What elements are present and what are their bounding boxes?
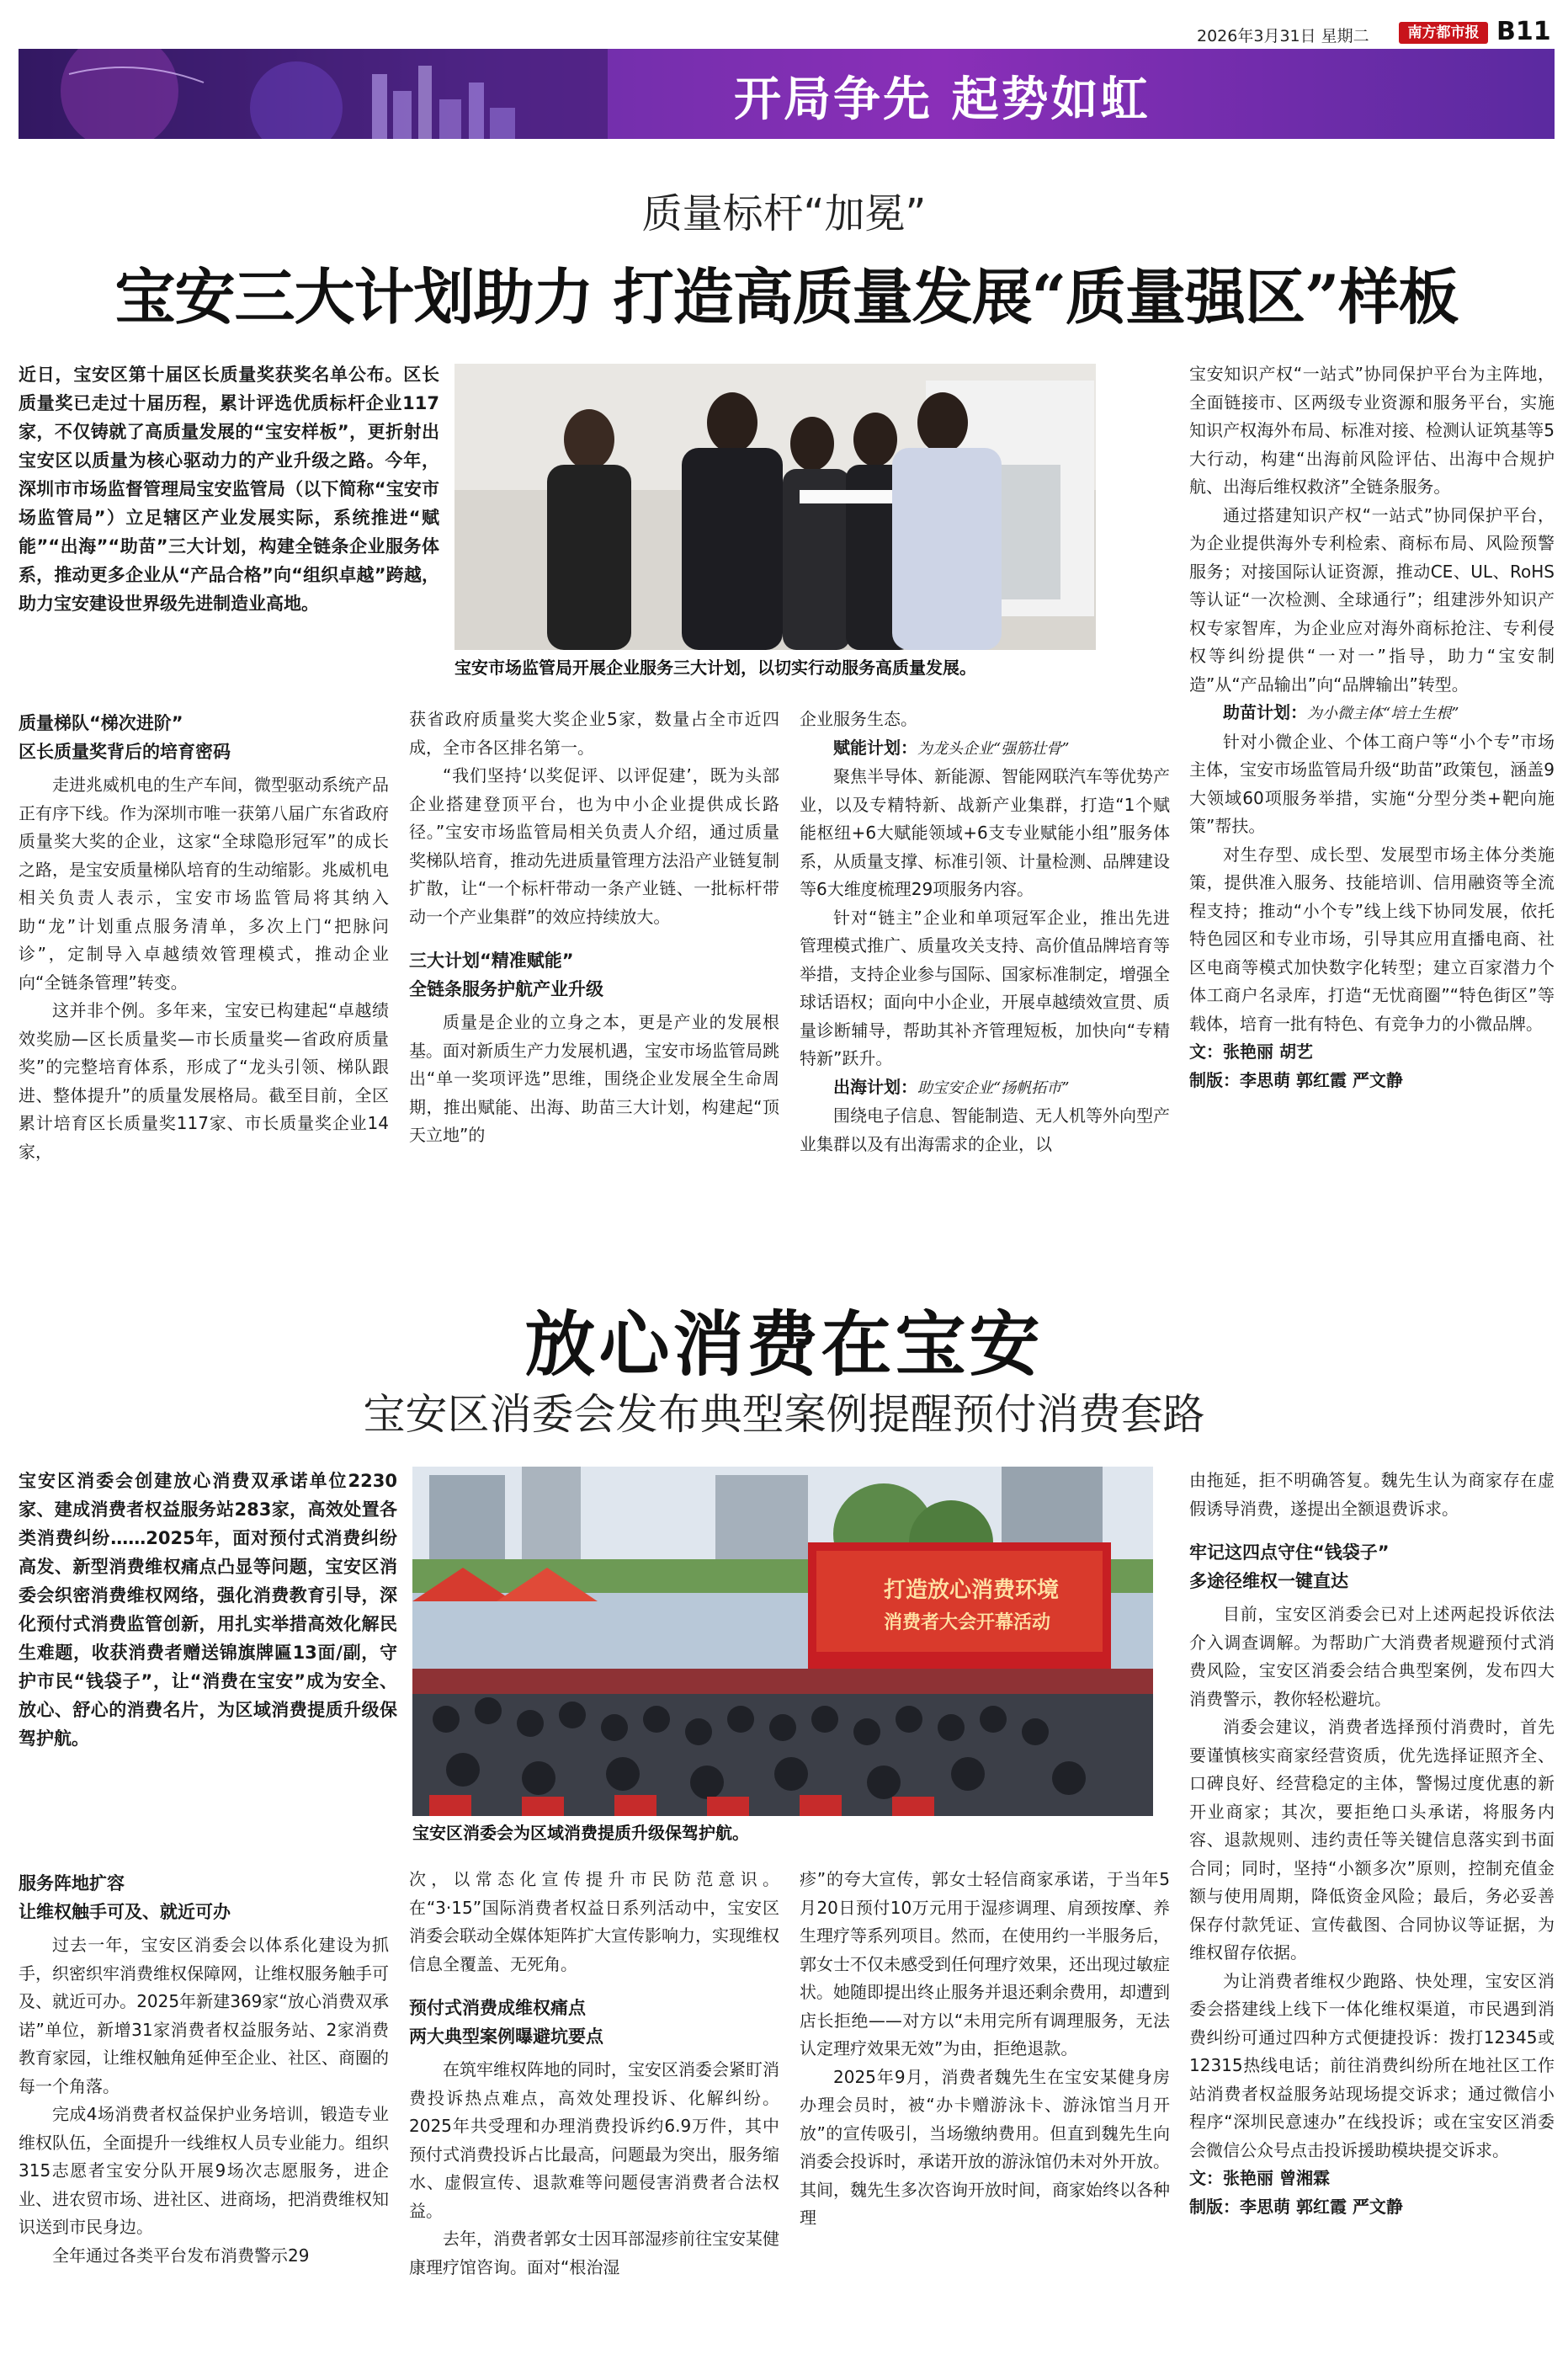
- s3-p3: 为让消费者维权少跑路、快处理，宝安区消委会搭建线上线下一体化维权渠道，市民遇到消费纠纷可通过四种方式便捷投诉：拨打12345或12315热线电话；前往消费纠纷所在地社区工作站消费者权益服务站现场提交诉求；通过微信小程序“深圳民意速办”在线投诉；或在宝安区消委会微信公众号点击投诉援助模块提交诉求。: [1189, 1970, 1555, 2160]
- photo-banner-line2: 消费者大会开幕活动: [884, 1612, 1051, 1633]
- masthead-date: 2026年3月31日 星期二: [1197, 27, 1369, 45]
- article2-subhead: 宝安区消委会发布典型案例提醒预付消费套路: [363, 1390, 1205, 1439]
- article1-lead: [19, 360, 439, 680]
- sec1-p4: “我们坚持‘以奖促评、以评促建’，既为头部企业搭建登顶平台，也为中小企业提供成长路径。”宝安市场监管局相关负责人介绍，通过质量奖梯队培育，推动先进质量管理方法沿产业链复制扩散，让“一个标杆带动一条产业链、一批标杆带动一个产业集群”的效应持续放大。: [409, 765, 779, 927]
- plan1-p1: 聚焦半导体、新能源、智能网联汽车等优势产业，以及专精特新、战新产业集群，打造“1个赋能枢纽+6大赋能领域+6支专业赋能小组”服务体系，从质量支撑、标准引领、计量检测、品牌建设等6大维度梳理29项服务内容。: [800, 766, 1170, 899]
- s1-p4: 次，以常态化宣传提升市民防范意识。在“3·15”国际消费者权益日系列活动中，宝安区消委会联动全媒体矩阵扩大宣传影响力，实现维权信息全覆盖、无死角。: [409, 1869, 779, 1974]
- col4-p1: 宝安知识产权“一站式”协同保护平台为主阵地，全面链接市、区两级专业资源和服务平台，实施知识产权海外布局、标准对接、检测认证筑基等5大行动，构建“出海前风险评估、出海中合规护航、出海后维权救济”全链条服务。: [1189, 364, 1555, 497]
- s1-p2: 完成4场消费者权益保护业务培训，锻造专业维权队伍，全面提升一线维权人员专业能力。组织315志愿者宝安分队开展9场次志愿服务，进企业、进农贸市场、进社区、进商场，把消费维权知识送到市民身边。: [19, 2104, 389, 2237]
- sec2-p2: 企业服务生态。: [800, 709, 917, 729]
- sec2-title1: 三大计划“精准赋能”: [409, 951, 574, 971]
- banner-decoration: [19, 49, 608, 139]
- page-number: B11: [1496, 17, 1551, 46]
- article1-col1: [19, 706, 389, 1211]
- plan3-p2: 对生存型、成长型、发展型市场主体分类施策，提供准入服务、技能培训、信用融资等全流程支持；推动“小个专”线上线下协同发展，依托特色园区和专业市场，引导其应用直播电商、社区电商等模式加快数字化转型；建立百家潜力个体工商户名录库，打造“无忧商圈”“特色街区”等载体，培育一批有特色、有竞争力的小微品牌。: [1189, 844, 1555, 1034]
- s1-p3: 全年通过各类平台发布消费警示29: [52, 2245, 310, 2266]
- masthead-logo: 南方都市报: [1399, 22, 1488, 44]
- article1-photo: [454, 364, 1096, 650]
- s2-p4: 2025年9月，消费者魏先生在宝安某健身房办理会员时，被“办卡赠游泳卡、游泳馆当月开放”的宣传吸引，当场缴纳费用。但直到魏先生向消委会投诉时，承诺开放的游泳馆仍未对外开放。其间，魏先生多次咨询开放时间，商家始终以各种理: [800, 2066, 1170, 2228]
- article2-photo-caption: 宝安区消委会为区域消费提质升级保驾护航。: [412, 1823, 749, 1843]
- s2-p1: 在筑牢维权阵地的同时，宝安区消委会紧盯消费投诉热点难点，高效处理投诉、化解纠纷。2025年共受理和办理消费投诉约6.9万件，其中预付式消费投诉占比最高，问题最为突出，服务缩水、虚假宣传、退款难等问题侵害消费者合法权益。: [409, 2059, 779, 2221]
- s2-p3: 疹”的夸大宣传，郭女士轻信商家承诺，于当年5月20日预付10万元用于湿疹调理、肩颈按摩、养生理疗等系列项目。然而，在使用约一半服务后，郭女士不仅未感受到任何理疗效果，还出现过敏症状。她随即提出终止服务并退还剩余费用，却遭到店长拒绝——对方以“未用完所有调理服务，无法认定理疗效果无效”为由，拒绝退款。: [800, 1869, 1170, 2058]
- sec2-title2: 全链条服务护航产业升级: [409, 979, 603, 999]
- s2-p2: 去年，消费者郭女士因耳部湿疹前往宝安某健康理疗馆咨询。面对“根治湿: [409, 2229, 779, 2277]
- plan2-p1: 围绕电子信息、智能制造、无人机等外向型产业集群以及有出海需求的企业，以: [800, 1105, 1170, 1154]
- s3-p2: 消委会建议，消费者选择预付消费时，首先要谨慎核实商家经营资质，优先选择证照齐全、口碑良好、经营稳定的主体，警惕过度优惠的新开业商家；其次，要拒绝口头承诺，将服务内容、退款规则、违约责任等关键信息落实到书面合同；同时，坚持“小额多次”原则，控制充值金额与使用周期，降低资金风险；最后，务必妥善保存付款凭证、宣传截图、合同协议等证据，为维权留存依据。: [1189, 1717, 1555, 1963]
- article2-col4: [1189, 1467, 1555, 2346]
- banner-title: 开局争先 起势如虹: [734, 72, 1151, 127]
- sec1-title1: 质量梯队“梯次进阶”: [19, 713, 183, 733]
- s2-p5: 由拖延，拒不明确答复。魏先生认为商家存在虚假诱导消费，遂提出全额退费诉求。: [1189, 1470, 1555, 1519]
- sec1-p1: 走进兆威机电的生产车间，微型驱动系统产品正有序下线。作为深圳市唯一获第八届广东省政府质量奖大奖的企业，这家“全球隐形冠军”的成长之路，是宝安质量梯队培育的生动缩影。兆威机电相关负责人表示，宝安市场监管局将其纳入助“龙”计划重点服务清单，多次上门“把脉问诊”，定制导入卓越绩效管理模式，推动企业向“全链条管理”转变。: [19, 775, 389, 993]
- article2-col1: [19, 1866, 389, 2346]
- article2-photo: [412, 1467, 1153, 1816]
- sec1-p2: 这并非个例。多年来，宝安已构建起“卓越绩效奖励—区长质量奖—市长质量奖—省政府质量奖”的完整培育体系，形成了“龙头引领、梯队跟进、整体提升”的质量发展格局。截至目前，全区累计培育区长质量奖117家、市长质量奖企业14家，: [19, 1000, 389, 1162]
- plan2-name: 出海计划：: [833, 1076, 917, 1097]
- s1-title1: 服务阵地扩容: [19, 1873, 125, 1893]
- plan1-name: 赋能计划：: [833, 737, 917, 758]
- s3-title1: 牢记这四点守住“钱袋子”: [1189, 1542, 1390, 1563]
- s1-p1: 过去一年，宝安区消委会以体系化建设为抓手，织密织牢消费维权保障网，让维权服务触手可及、就近可办。2025年新建369家“放心消费双承诺”单位，新增31家消费者权益服务站、2家消费教育家园，让维权触角延伸至企业、社区、商圈的每一个角落。: [19, 1935, 389, 2096]
- article2-lead: [19, 1467, 397, 1803]
- plan3-tag: 为小微主体“培土生根”: [1307, 705, 1459, 722]
- article1-col4: [1189, 360, 1555, 1211]
- s2-title1: 预付式消费成维权痛点: [409, 1998, 586, 2018]
- photo-officials-meeting: [454, 364, 1096, 650]
- article2-col2: [409, 1866, 779, 2346]
- plan1-p2: 针对“链主”企业和单项冠军企业，推出先进管理模式推广、质量攻关支持、高价值品牌培育等举措，支持企业参与国际、国家标准制定，增强全球话语权；面向中小企业，开展卓越绩效宣贯、质量诊断辅导，帮助其补齐管理短板，加快向“专精特新”跃升。: [800, 907, 1170, 1068]
- masthead: [19, 17, 1555, 51]
- article1-photo-caption: 宝安市场监管局开展企业服务三大计划，以切实行动服务高质量发展。: [454, 658, 976, 678]
- article2-lead-text: 宝安区消委会创建放心消费双承诺单位2230家、建成消费者权益服务站283家，高效处置各类消费纠纷……2025年，面对预付式消费纠纷高发、新型消费维权痛点凸显等问题，宝安区消委会织密消费维权网络，强化消费教育引导，深化预付式消费监管创新，用扎实举措高效化解民生难题，收获消费者赠送锦旗牌匾13面/副，守护市民“钱袋子”，让“消费在宝安”成为安全、放心、舒心的消费名片，为区域消费提质升级保驾护航。: [19, 1471, 397, 1749]
- lead-text: 近日，宝安区第十届区长质量奖获奖名单公布。区长质量奖已走过十届历程，累计评选优质标杆企业117家，不仅铸就了高质量发展的“宝安样板”，更折射出宝安区以质量为核心驱动力的产业升级之路。今年，深圳市市场监督管理局宝安监管局（以下简称“宝安市场监管局”）立足辖区产业发展实际，系统推进“赋能”“出海”“助苗”三大计划，构建全链条企业服务体系，推动更多企业从“产品合格”向“组织卓越”跨越，助力宝安建设世界级先进制造业高地。: [19, 365, 439, 614]
- sec1-p3: 获省政府质量奖大奖企业5家，数量占全市近四成，全市各区排名第一。: [409, 709, 779, 758]
- plan1-tag: 为龙头企业“强筋壮骨”: [917, 739, 1070, 758]
- article2-col3: [800, 1866, 1170, 2346]
- article1-kicker: 质量标杆“加冕”: [641, 190, 927, 237]
- sec2-p1: 质量是企业的立身之本，更是产业的发展根基。面对新质生产力发展机遇，宝安市场监管局跳出“单一奖项评选”思维，围绕企业发展全生命周期，推出赋能、出海、助苗三大计划，构建起“顶天立地”的: [409, 1012, 779, 1145]
- photo-banner-line1: 打造放心消费环境: [884, 1578, 1060, 1603]
- col4-p2: 通过搭建知识产权“一站式”协同保护平台，为企业提供海外专利检索、商标布局、风险预警服务；对接国际认证资源，推动CE、UL、RoHS等认证“一次检测、全球通行”；组建涉外知识产权专家智库，为企业应对海外商标抢注、专利侵权等纠纷提供“一对一”指导，助力“宝安制造”从“产品输出”向“品牌输出”转型。: [1189, 504, 1555, 695]
- article2-credit-layout: 制版：李思萌 郭红霞 严文静: [1189, 2196, 1403, 2217]
- plan3-name: 助苗计划：: [1223, 702, 1307, 722]
- s1-title2: 让维权触手可及、就近可办: [19, 1902, 231, 1922]
- article1-credit-layout: 制版：李思萌 郭红霞 严文静: [1189, 1069, 1403, 1090]
- article2-credit-author: 文：张艳丽 曾湘霖: [1189, 2168, 1330, 2188]
- article1-col2: [409, 706, 779, 1211]
- article2-headline: 放心消费在宝安: [524, 1302, 1044, 1386]
- article1-headline: 宝安三大计划助力 打造高质量发展“质量强区”样板: [114, 261, 1459, 333]
- s3-p1: 目前，宝安区消委会已对上述两起投诉依法介入调查调解。为帮助广大消费者规避预付式消费风险，宝安区消委会结合典型案例，发布四大消费警示，教你轻松避坑。: [1189, 1604, 1555, 1709]
- s3-title2: 多途径维权一键直达: [1189, 1571, 1348, 1591]
- section-banner: [19, 49, 1555, 139]
- s2-title2: 两大典型案例曝避坑要点: [409, 2026, 603, 2047]
- plan2-tag: 助宝安企业“扬帆拓市”: [917, 1078, 1070, 1097]
- article1-credit-author: 文：张艳丽 胡艺: [1189, 1041, 1313, 1062]
- photo-consumer-event: [412, 1467, 1153, 1816]
- article1-col3: [800, 706, 1170, 1211]
- plan3-p1: 针对小微企业、个体工商户等“小个专”市场主体，宝安市场监管局升级“助苗”政策包，涵盖9大领域60项服务举措，实施“分型分类+靶向施策”帮扶。: [1189, 731, 1555, 836]
- sec1-title2: 区长质量奖背后的培育密码: [19, 742, 231, 762]
